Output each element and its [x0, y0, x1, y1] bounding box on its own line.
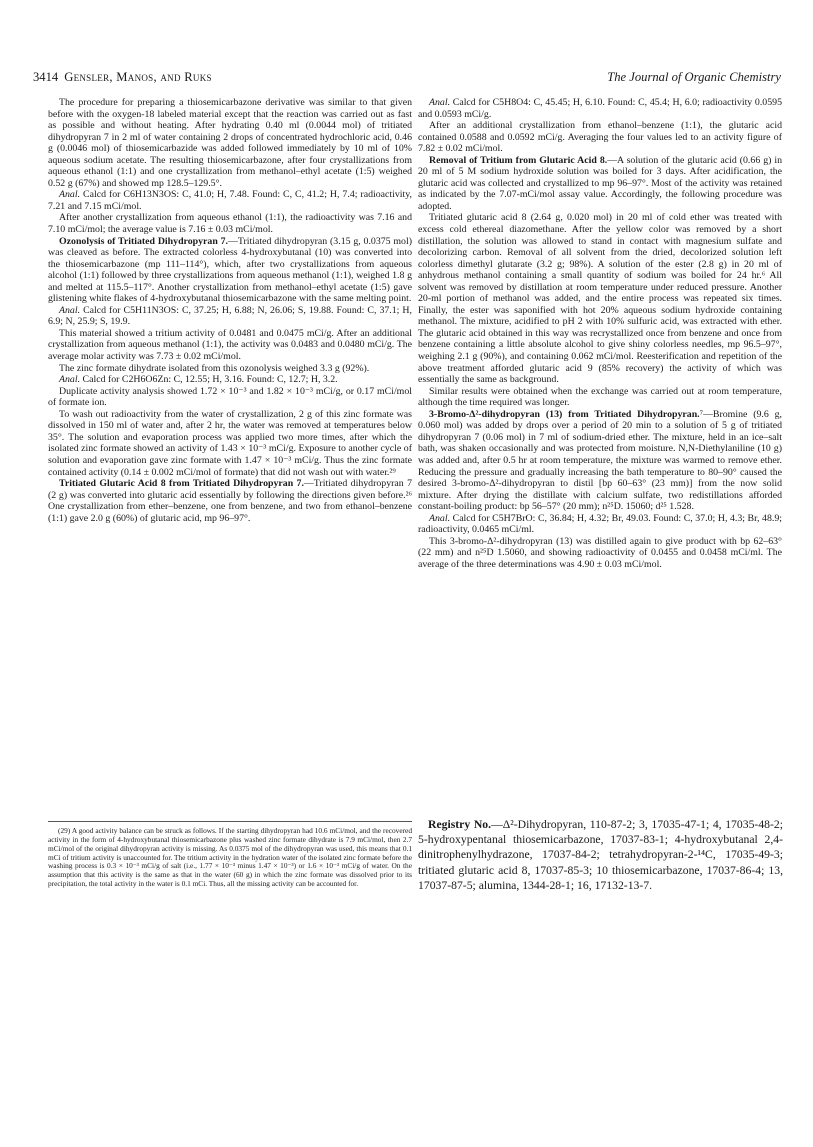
anal-label: Anal. [59, 304, 81, 316]
section-text: ⁷—Bromine (9.6 g, 0.060 mol) was added by drops over a period of 20 min to a solution of 5 g of tritiated dihydropyran 7 (0.06 mol) in 7 ml of sodium-dried ether. The mixture, held in an ice–salt bath, was shaken occasionally and was protected from moisture. N,N-Diethylaniline (10 g) was added and, after 0.5 hr at room temperature, the mixture was warmed to remove ether. Reducing the pressure and gradually increasing the bath temperature to 80–90° caused the desired 3-bromo-Δ²-dihydropyran to distil [bp 60–63° (23 mm)] from the now solid mixture. After drying the distillate with calcium sulfate, two redistillations afforded constant-boiling product: bp 56–57° (20 mm); n²⁵D. 15060; d²⁵ 1.528. [418, 408, 782, 513]
analysis-paragraph [48, 305, 412, 328]
left-column [48, 97, 412, 524]
header-left [33, 70, 212, 85]
section-paragraph [418, 155, 782, 213]
section-text: —A solution of the glutaric acid (0.66 g) in 20 ml of 5 M sodium hydroxide solution was boiled for 3 days. After acidification, the glutaric acid was collected and crystallized to mp 96–97°. Most of the activity was retained as indicated by the 7.07-mCi/mol assay value. Accordingly, the following procedure was adopted. [418, 154, 782, 212]
page-number: 3414 [33, 70, 59, 84]
registry-paragraph [418, 817, 783, 893]
paragraph: The procedure for preparing a thiosemicarbazone derivative was similar to that given before with the oxygen-18 labeled material except that the reaction was carried out as fast as possible and without heating. After hydrating 0.40 ml (0.0044 mol) of tritiated dihydropyran 7 in 2 ml of water containing 2 drops of concentrated hydrochloric acid, 0.46 g (0.0046 mol) of thiosemicarbazide was added followed immediately by 10 ml of 10% aqueous sodium acetate. The resulting thiosemicarbazone, after four crystallizations from aqueous ethanol (1:1) and one crystallization from methanol–ethyl acetate (1:5) weighed 0.52 g (67%) and showed mp 128.5–129.5°. [48, 97, 412, 189]
analysis-text: Calcd for C5H8O4: C, 45.45; H, 6.10. Found: C, 45.4; H, 6.0; radioactivity 0.0595 and 0.0593 mCi/g. [418, 97, 782, 120]
section-text: —Tritiated dihydropyran 7 (2 g) was converted into glutaric acid essentially by following the directions given before.²⁶ One crystallization from ether–benzene, one from benzene, and two from ethanol–benzene (1:1) gave 2.0 g (60%) of glutaric acid, mp 96–97°. [48, 478, 412, 524]
paragraph: Duplicate activity analysis showed 1.72 × 10⁻³ and 1.82 × 10⁻³ mCi/g, or 0.17 mCi/mol of formate ion. [48, 385, 412, 409]
analysis-text: Calcd for C5H11N3OS: C, 37.25; H, 6.88; N, 26.06; S, 19.88. Found: C, 37.1; H, 6.9; N, 25.9; S, 19.9. [48, 304, 412, 328]
anal-label: Anal. [429, 97, 451, 108]
analysis-paragraph [418, 97, 782, 120]
paragraph: Tritiated glutaric acid 8 (2.64 g, 0.020 mol) in 20 ml of cold ether was treated with excess cold ethereal diazomethane. After the yellow color was removed by a short distillation, the solution was allowed to stand in contact with magnesium sulfate and decolorizing carbon. Removal of all solvent from the dried, decolorized solution left colorless dimethyl glutarate (3.2 g; 98%). A solution of the ester (2.8 g) in 20 ml of anhydrous methanol containing a small quantity of sodium was boiled for 24 hr.⁶ All solvent was removed by distillation at room temperature under reduced pressure. Another 20-ml portion of methanol was added, and the entire process was repeated six times. Finally, the ester was saponified with hot 20% aqueous sodium hydroxide containing methanol. The mixture, acidified to pH 2 with 10% sulfuric acid, was extracted with ether. The glutaric acid obtained in this way was recrystallized once from benzene and once from benzene containing a little absolute alcohol to give shiny colorless needles, mp 96.5–97°, weighing 2.1 g (90%), and containing 0.062 mCi/mol. Reesterification and repetition of the above treatment afforded glutaric acid 9 (85% recovery) the activity of which was essentially the same as background. [418, 212, 782, 386]
anal-label: Anal. [429, 512, 451, 524]
section-heading: 3-Bromo-Δ²-dihydropyran (13) from Tritiated Dihydropyran. [429, 408, 700, 420]
anal-label: Anal. [59, 189, 81, 201]
section-paragraph [418, 409, 782, 513]
paragraph: To wash out radioactivity from the water of crystallization, 2 g of this zinc formate was dissolved in 150 ml of water and, after 2 hr, the water was removed at temperatures below 35°. The solution and evaporation process was applied two more times, after which the isolated zinc formate showed an activity of 1.43 × 10⁻³ mCi/g. Exposure to another cycle of solution and evaporation gave zinc formate with 1.47 × 10⁻³ mCi/g. Thus the zinc formate contained activity (0.14 ± 0.002 mCi/mol of formate) that did not wash out with water.²⁹ [48, 408, 412, 478]
paragraph: This 3-bromo-Δ²-dihydropyran (13) was distilled again to give product with bp 62–63° (22 mm) and n²⁵D 1.5060, and showing radioactivity of 0.0455 and 0.0458 mCi/ml. The average of the three determinations was 4.90 ± 0.03 mCi/mol. [418, 535, 782, 570]
section-text: —Tritiated dihydropyran (3.15 g, 0.0375 mol) was cleaved as before. The extracted colorless 4-hydroxybutanal (10) was converted into the thiosemicarbazone (mp 111–114°), which, after two crystallizations from aqueous alcohol (1:1) followed by three crystallizations from aqueous methanol (1:1), weighed 1.8 g and melted at 115.5–117°. Another crystallization from methanol–ethyl acetate (1:5) gave glistening white flakes of 4-hydroxybutanal thiosemicarbazone with the same melting point. [48, 235, 412, 305]
section-heading: Ozonolysis of Tritiated Dihydropyran 7. [59, 235, 228, 247]
footnote-29: (29) A good activity balance can be struck as follows. If the starting dihydropyran had 10.6 mCi/mol, and the recovered activity in the form of 4-hydroxybutanal thiosemicarbazone plus washed zinc formate dihydrate is 7.9 mCi/mol, then 2.7 mCi/mol of the original dihydropyran activity is missing. As 0.0375 mol of the dihydropyran was used, this means that 0.1 mCi of tritium activity is unaccounted for. The tritium activity in the hydration water of the isolated zinc formate before the washing process is 0.3 × 10⁻³ mCi/g of salt (i.e., 1.77 × 10⁻³ minus 1.47 × 10⁻³) or 1.6 × 10⁻³ mCi/g of water. On the assumption that this activity is the same as that in the water (60 g) in which the zinc formate was dissolved prior to its precipitation, the total activity in the water is 0.1 mCi. Thus, all the missing activity can be accounted for. [48, 826, 412, 889]
analysis-paragraph [48, 374, 412, 386]
paragraph: After another crystallization from aqueous ethanol (1:1), the radioactivity was 7.16 and 7.10 mCi/mol; the average value is 7.16 ± 0.03 mCi/mol. [48, 212, 412, 236]
analysis-text: Calcd for C5H7BrO: C, 36.84; H, 4.32; Br, 49.03. Found: C, 37.0; H, 4.3; Br, 48.9; radioactivity, 0.0465 mCi/ml. [418, 512, 782, 536]
registry-label: Registry No. [428, 818, 492, 831]
analysis-paragraph [48, 189, 412, 212]
section-paragraph [48, 236, 412, 305]
paragraph: Similar results were obtained when the exchange was carried out at room temperature, although the time required was longer. [418, 385, 782, 409]
registry-numbers [418, 817, 783, 893]
right-column [418, 97, 782, 570]
paragraph: This material showed a tritium activity of 0.0481 and 0.0475 mCi/g. After an additional crystallization from aqueous methanol (1:1), the activity was 0.0483 and 0.0480 mCi/g. The average molar activity was 7.73 ± 0.02 mCi/mol. [48, 327, 412, 363]
paragraph: The zinc formate dihydrate isolated from this ozonolysis weighed 3.3 g (92%). [59, 362, 370, 374]
section-paragraph [48, 478, 412, 524]
author-names: Gensler, Manos, and Ruks [64, 70, 212, 84]
anal-label: Anal. [59, 374, 81, 386]
page-header [33, 70, 781, 88]
journal-title: The Journal of Organic Chemistry [607, 70, 781, 84]
analysis-text: Calcd for C2H6O6Zn: C, 12.55; H, 3.16. Found: C, 12.7; H, 3.2. [82, 374, 338, 386]
section-heading: Removal of Tritium from Glutaric Acid 8. [429, 154, 608, 166]
footnote-block [48, 821, 412, 889]
paragraph: After an additional crystallization from ethanol–benzene (1:1), the glutaric acid contained 0.0588 and 0.0592 mCi/g. Averaging the four values led to an activity figure of 7.82 ± 0.02 mCi/mol. [418, 120, 782, 155]
section-heading: Tritiated Glutaric Acid 8 from Tritiated Dihydropyran 7. [59, 478, 304, 490]
registry-text: —Δ²-Dihydropyran, 110-87-2; 3, 17035-47-1; 4, 17035-48-2; 5-hydroxypentanal thiosemicarbazone, 17037-83-1; 4-hydroxybutanal 2,4-dinitrophenylhydrazone, 17037-84-2; tetrahydropyran-2-¹⁴C, 17035-49-3; tritiated glutaric acid 8, 17037-85-3; 10 thiosemicarbazone, 17037-86-4; 13, 17037-87-5; alumina, 1344-28-1; 16, 17132-13-7. [418, 818, 783, 892]
analysis-text: Calcd for C6H13N3OS: C, 41.0; H, 7.48. Found: C, C, 41.2; H, 7.4; radioactivity, 7.21 and 7.15 mCi/mol. [48, 189, 412, 212]
analysis-paragraph [418, 513, 782, 536]
